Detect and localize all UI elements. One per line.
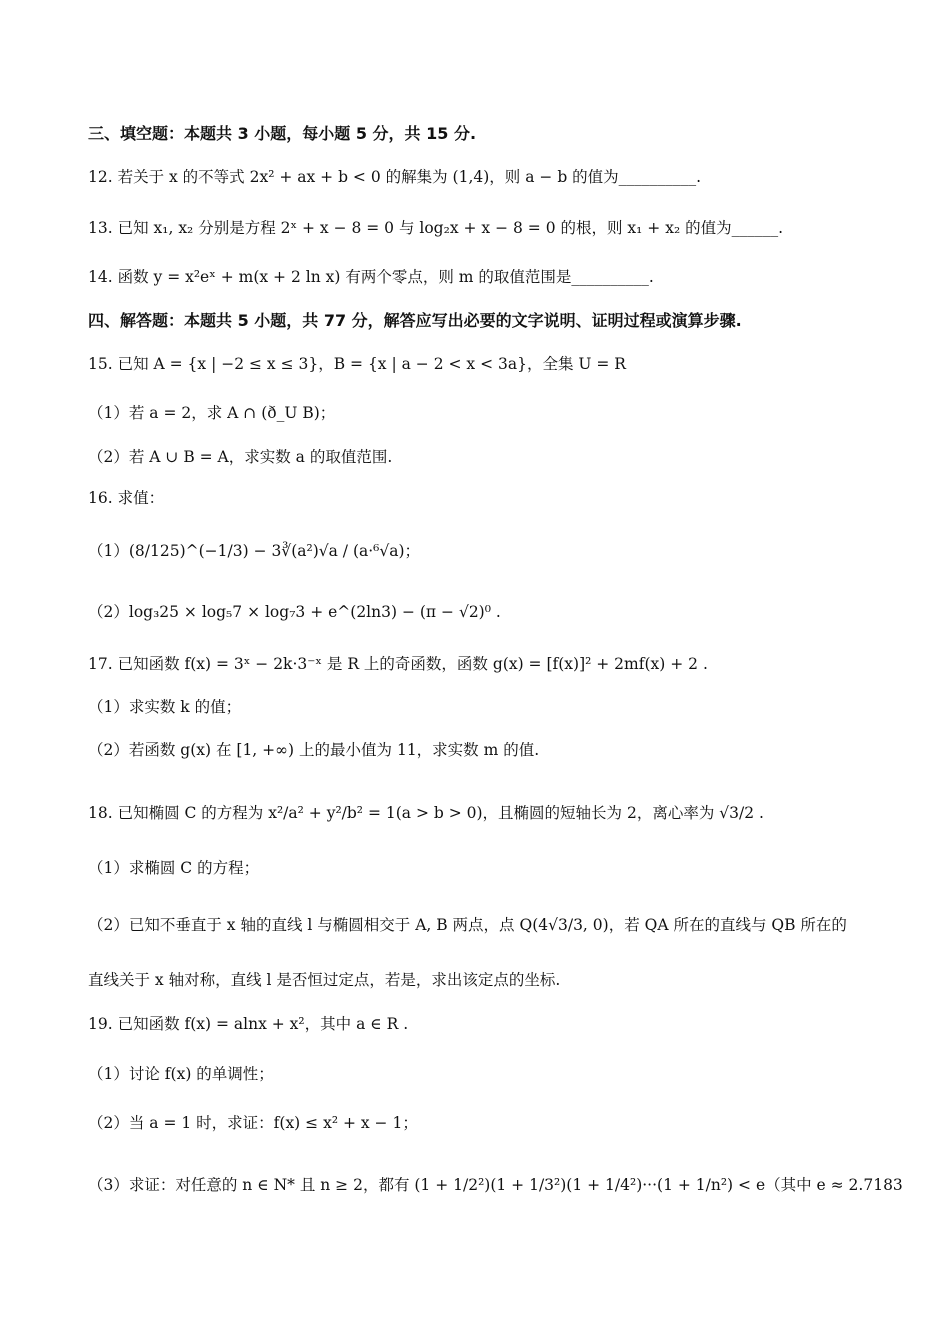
question-19-part-2: （2）当 a = 1 时，求证：f(x) ≤ x² + x − 1； bbox=[88, 1114, 418, 1132]
question-16-part-2: （2）log₃25 × log₅7 × log₇3 + e^(2ln3) − (π − √2)⁰ . bbox=[88, 603, 501, 621]
question-15-part-2: （2）若 A ∪ B = A，求实数 a 的取值范围. bbox=[88, 448, 393, 466]
question-19-part-3: （3）求证：对任意的 n ∈ N* 且 n ≥ 2，都有 (1 + 1/2²)(1 + 1/3²)(1 + 1/4²)···(1 + 1/n²) < e（其中 e ≈ 2.7183 bbox=[88, 1176, 903, 1194]
question-19-part-1: （1）讨论 f(x) 的单调性； bbox=[88, 1065, 274, 1083]
section-header-answer: 四、解答题：本题共 5 小题，共 77 分，解答应写出必要的文字说明、证明过程或演算步骤. bbox=[88, 311, 742, 330]
question-17: 17. 已知函数 f(x) = 3ˣ − 2k·3⁻ˣ 是 R 上的奇函数，函数 g(x) = [f(x)]² + 2mf(x) + 2 . bbox=[88, 655, 708, 673]
section-header-fill-in: 三、填空题：本题共 3 小题，每小题 5 分，共 15 分. bbox=[88, 124, 477, 143]
question-12: 12. 若关于 x 的不等式 2x² + ax + b < 0 的解集为 (1,4)，则 a − b 的值为__________. bbox=[88, 168, 702, 186]
question-18-part-2: （2）已知不垂直于 x 轴的直线 l 与椭圆相交于 A, B 两点，点 Q(4√3/3, 0)，若 QA 所在的直线与 QB 所在的 bbox=[88, 916, 847, 934]
question-18-part-1: （1）求椭圆 C 的方程； bbox=[88, 859, 260, 877]
question-16: 16. 求值： bbox=[88, 489, 165, 507]
question-17-part-2: （2）若函数 g(x) 在 [1, +∞) 上的最小值为 11，求实数 m 的值. bbox=[88, 741, 540, 759]
question-13: 13. 已知 x₁, x₂ 分别是方程 2ˣ + x − 8 = 0 与 log₂x + x − 8 = 0 的根，则 x₁ + x₂ 的值为______. bbox=[88, 219, 784, 237]
question-16-part-1: （1）(8/125)^(−1/3) − 3∛(a²)√a / (a·⁶√a)； bbox=[88, 542, 421, 560]
question-17-part-1: （1）求实数 k 的值； bbox=[88, 698, 242, 716]
question-18: 18. 已知椭圆 C 的方程为 x²/a² + y²/b² = 1(a > b > 0)，且椭圆的短轴长为 2，离心率为 √3/2 . bbox=[88, 804, 764, 822]
question-15-part-1: （1）若 a = 2，求 A ∩ (ð_U B)； bbox=[88, 404, 336, 422]
question-19: 19. 已知函数 f(x) = alnx + x²，其中 a ∈ R . bbox=[88, 1015, 409, 1033]
question-15: 15. 已知 A = {x | −2 ≤ x ≤ 3}，B = {x | a − 2 < x < 3a}，全集 U = R bbox=[88, 355, 626, 373]
question-18-part-2-cont: 直线关于 x 轴对称，直线 l 是否恒过定点，若是，求出该定点的坐标. bbox=[88, 971, 561, 989]
question-14: 14. 函数 y = x²eˣ + m(x + 2 ln x) 有两个零点，则 m 的取值范围是__________. bbox=[88, 268, 654, 286]
